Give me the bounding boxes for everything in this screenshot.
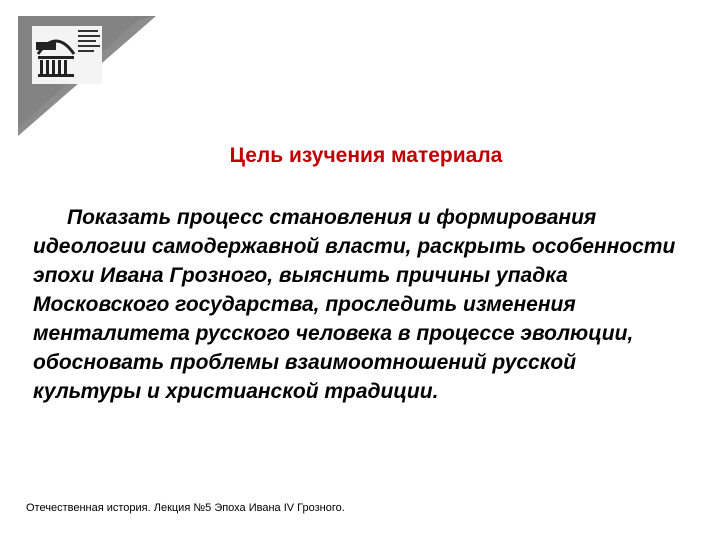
slide-footer: Отечественная история. Лекция №5 Эпоха Ивана IV Грозного. bbox=[26, 502, 345, 514]
logo-emblem-icon bbox=[18, 16, 158, 136]
slide-body-text: Показать процесс становления и формирования идеологии самодержавной власти, раскрыть особенности эпохи Ивана Грозного, выяснить причины упадка Московского государства, проследить изменения менталитета русского человека в процессе эволюции, обосновать проблемы взаимоотношений русской культуры и христианской традиции. bbox=[33, 206, 676, 403]
slide-title: Цель изучения материала bbox=[229, 144, 503, 167]
university-logo bbox=[18, 16, 158, 136]
